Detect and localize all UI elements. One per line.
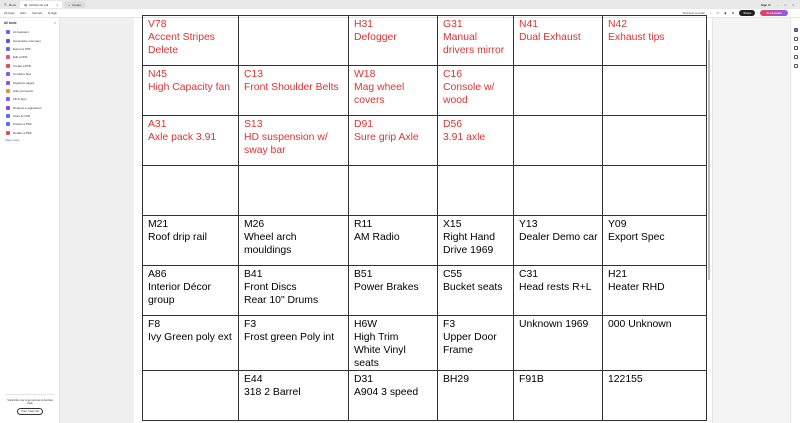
- file-icon: ▤: [24, 2, 28, 7]
- sidebar-item-label: Combine files: [13, 72, 32, 77]
- cell-line: N41: [519, 19, 539, 30]
- cell-line: Frost green Poly int: [244, 332, 335, 343]
- subscribe-promo: [5, 394, 55, 415]
- print-icon[interactable]: ▭: [716, 11, 720, 15]
- cell-line: N45: [148, 69, 168, 80]
- sidebar-item-label: Create a PDF: [13, 63, 32, 68]
- comment-icon[interactable]: [794, 28, 798, 32]
- cell-line: Sure grip Axle: [354, 132, 419, 143]
- cell-line: covers: [354, 95, 385, 106]
- table-cell: [438, 16, 514, 66]
- cell-line: F8: [148, 319, 161, 330]
- tool-icon: [6, 106, 10, 110]
- cell-line: B41: [244, 269, 263, 280]
- settings-icon[interactable]: ⚙: [731, 11, 735, 15]
- cell-line: mouldings: [244, 245, 292, 256]
- table-row: [143, 66, 707, 116]
- cell-line: Right Hand: [443, 232, 495, 243]
- sidebar-item[interactable]: [0, 53, 59, 61]
- sidebar-item[interactable]: [0, 112, 59, 120]
- maximize-icon[interactable]: □: [784, 2, 787, 7]
- table-cell: [349, 116, 438, 166]
- sidebar-item[interactable]: [0, 45, 59, 53]
- table-cell: [438, 371, 514, 421]
- cell-line: Heater RHD: [608, 282, 665, 293]
- cell-line: White Vinyl seats: [354, 345, 406, 369]
- table-cell: [514, 166, 603, 216]
- table-cell: [143, 371, 239, 421]
- cell-line: C31: [519, 269, 539, 280]
- cell-line: A86: [148, 269, 167, 280]
- table-cell: [143, 266, 239, 316]
- cell-line: Unknown 1969: [519, 319, 589, 330]
- table-cell: [143, 66, 239, 116]
- cell-line: sway bar: [244, 145, 286, 156]
- cell-line: 122155: [608, 374, 643, 385]
- table-cell: [143, 216, 239, 266]
- table-cell: [239, 116, 349, 166]
- cell-line: Drive 1969: [443, 245, 494, 256]
- table-cell: [603, 166, 707, 216]
- cell-line: Ivy Green poly ext: [148, 332, 232, 343]
- ai-icon[interactable]: [794, 37, 798, 41]
- sidebar-item-label: Redact a PDF: [13, 130, 32, 135]
- cell-line: 000 Unknown: [608, 319, 672, 330]
- table-cell: [438, 166, 514, 216]
- cell-line: Wheel arch: [244, 232, 297, 243]
- table-cell: [239, 316, 349, 371]
- cell-line: B51: [354, 269, 373, 280]
- table-cell: [438, 66, 514, 116]
- menu-all-tools[interactable]: All tools: [4, 11, 15, 15]
- cell-line: Exhaust tips: [608, 32, 665, 43]
- table-cell: [239, 16, 349, 66]
- sidebar-item[interactable]: [0, 36, 59, 44]
- sidebar-title: All tools: [4, 21, 17, 25]
- cell-line: BH29: [443, 374, 469, 385]
- table-cell: [514, 66, 603, 116]
- cell-line: W18: [354, 69, 376, 80]
- table-cell: [239, 166, 349, 216]
- cell-line: Interior Décor: [148, 282, 211, 293]
- cell-line: F3: [244, 319, 257, 330]
- sidebar-item[interactable]: [0, 104, 59, 112]
- cell-line: 3.91 axle: [443, 132, 486, 143]
- cell-line: M21: [148, 219, 169, 230]
- close-tab-icon[interactable]: ×: [56, 2, 59, 7]
- sidebar-item[interactable]: [0, 120, 59, 128]
- cell-line: C16: [443, 69, 463, 80]
- cell-line: Dual Exhaust: [519, 32, 581, 43]
- promo-text: Subscribe now to get access to Acrobat tools: [7, 399, 53, 405]
- table-cell: [349, 166, 438, 216]
- cell-line: Y09: [608, 219, 627, 230]
- table-cell: [514, 16, 603, 66]
- scrollbar[interactable]: [708, 40, 710, 280]
- cell-line: C55: [443, 269, 463, 280]
- sidebar-item-label: AI Assistant: [13, 30, 29, 35]
- sidebar-item-label: Request e-signatures: [13, 105, 42, 110]
- table-row: [143, 316, 707, 371]
- sidebar-item-label: Organize pages: [13, 80, 35, 85]
- sidebar-item-label: Scan & OCR: [13, 114, 31, 119]
- cell-line: D91: [354, 119, 374, 130]
- plus-icon: +: [68, 2, 70, 7]
- bookmark-icon[interactable]: ◆: [724, 11, 727, 15]
- table-cell: [349, 266, 438, 316]
- share-button[interactable]: Share: [739, 10, 755, 16]
- table-cell: [239, 216, 349, 266]
- sidebar-item[interactable]: [0, 28, 59, 36]
- copy-icon[interactable]: [794, 55, 798, 59]
- edit-icon[interactable]: [794, 46, 798, 50]
- table-cell: [603, 16, 707, 66]
- table-cell: [438, 266, 514, 316]
- cell-line: Bucket seats: [443, 282, 503, 293]
- menu-button[interactable]: ☰ Menu: [4, 2, 17, 7]
- tool-icon: [6, 114, 10, 118]
- table-cell: [239, 371, 349, 421]
- cell-line: Manual: [443, 32, 478, 43]
- table-row: [143, 166, 707, 216]
- sign-in-link[interactable]: Sign In: [760, 2, 771, 7]
- table-cell: [603, 66, 707, 116]
- sidebar-item-label: Add comments: [13, 88, 34, 93]
- tool-icon: [6, 122, 10, 126]
- cell-line: S13: [244, 119, 263, 130]
- cell-line: F3: [443, 319, 456, 330]
- find-input[interactable]: Find text or tools: [682, 11, 705, 15]
- cell-line: F91B: [519, 374, 544, 385]
- table-cell: [514, 266, 603, 316]
- menu-edit[interactable]: Edit: [20, 11, 26, 15]
- cell-line: Power Brakes: [354, 282, 419, 293]
- sidebar-item-label: Protect a PDF: [13, 122, 32, 127]
- view-more-link[interactable]: View more: [5, 138, 20, 143]
- table-cell: [603, 316, 707, 371]
- browser-tab-bar: [0, 0, 800, 9]
- table-row: [143, 16, 707, 66]
- close-sidebar-icon[interactable]: ×: [54, 21, 56, 25]
- cell-line: Defogger: [354, 32, 397, 43]
- cell-line: Front Discs: [244, 282, 297, 293]
- tab-active-document[interactable]: ▤ Vehicle list.pdf ×: [20, 1, 62, 8]
- cell-line: H21: [608, 269, 628, 280]
- table-cell: [239, 66, 349, 116]
- cell-line: wood: [443, 95, 468, 106]
- table-cell: [349, 316, 438, 371]
- cell-line: Head rests R+L: [519, 282, 592, 293]
- tool-icon: [6, 55, 10, 59]
- table-row: [143, 266, 707, 316]
- sidebar-item[interactable]: [0, 95, 59, 103]
- tool-icon: [6, 89, 10, 93]
- cell-line: 318 2 Barrel: [244, 387, 301, 398]
- cell-line: HD suspension w/: [244, 132, 328, 143]
- cell-line: Y13: [519, 219, 538, 230]
- sidebar-item-label: Edit a PDF: [13, 55, 28, 60]
- tool-icon: [6, 30, 10, 34]
- cell-line: High Capacity fan: [148, 82, 231, 93]
- table-cell: [603, 266, 707, 316]
- pages-icon[interactable]: [794, 64, 798, 68]
- search-icon[interactable]: ⌕: [709, 11, 712, 15]
- sidebar-item[interactable]: [0, 87, 59, 95]
- free-trial-button[interactable]: Free 7-day trial: [17, 408, 42, 415]
- table-row: [143, 216, 707, 266]
- ai-assistant-button[interactable]: AI Assistant: [760, 10, 788, 16]
- cell-line: Mag wheel: [354, 82, 405, 93]
- pdf-page: [134, 18, 712, 423]
- sidebar-item-label: Export a PDF: [13, 46, 32, 51]
- cell-line: V78: [148, 19, 167, 30]
- cell-line: R11: [354, 219, 373, 230]
- table-cell: [143, 116, 239, 166]
- table-cell: [438, 116, 514, 166]
- table-cell: [438, 316, 514, 371]
- table-cell: [349, 16, 438, 66]
- cell-line: G31: [443, 19, 463, 30]
- menu-esign[interactable]: E-Sign: [48, 11, 58, 15]
- table-cell: [239, 266, 349, 316]
- cell-line: AM Radio: [354, 232, 400, 243]
- table-cell: [143, 316, 239, 371]
- cell-line: Console w/: [443, 82, 495, 93]
- sidebar-item[interactable]: [0, 78, 59, 86]
- cell-line: Axle pack 3.91: [148, 132, 217, 143]
- cell-line: Front Shoulder Belts: [244, 82, 339, 93]
- sidebar-item-label: Generative summary: [13, 38, 41, 43]
- table-cell: [349, 66, 438, 116]
- table-cell: [143, 166, 239, 216]
- right-tool-strip: [790, 18, 800, 423]
- cell-line: N42: [608, 19, 628, 30]
- minimize-icon[interactable]: –: [776, 2, 779, 7]
- cell-line: Delete: [148, 45, 179, 56]
- menu-convert[interactable]: Convert: [31, 11, 43, 15]
- cell-line: X15: [443, 219, 462, 230]
- table-cell: [514, 116, 603, 166]
- cell-line: H31: [354, 19, 374, 30]
- cell-line: High Trim: [354, 332, 399, 343]
- options-table: [142, 15, 707, 421]
- table-cell: [349, 216, 438, 266]
- cell-line: Roof drip rail: [148, 232, 207, 243]
- tool-icon: [6, 39, 10, 43]
- table-cell: [349, 371, 438, 421]
- cell-line: D31: [354, 374, 374, 385]
- cell-line: E44: [244, 374, 263, 385]
- tool-icon: [6, 81, 10, 85]
- table-cell: [603, 371, 707, 421]
- cell-line: C13: [244, 69, 264, 80]
- table-cell: [514, 316, 603, 371]
- tab-create[interactable]: + Create: [64, 1, 85, 8]
- cell-line: drivers mirror: [443, 45, 505, 56]
- cell-line: Accent Stripes: [148, 32, 215, 43]
- table-row: [143, 371, 707, 421]
- table-cell: [514, 216, 603, 266]
- table-cell: [514, 371, 603, 421]
- cell-line: Frame: [443, 345, 474, 356]
- tool-icon: [6, 97, 10, 101]
- cell-line: Rear 10" Drums: [244, 295, 319, 306]
- tools-sidebar: [0, 18, 60, 423]
- tool-icon: [6, 131, 10, 135]
- cell-line: A31: [148, 119, 167, 130]
- tool-icon: [6, 64, 10, 68]
- sidebar-item[interactable]: [0, 129, 59, 137]
- cell-line: group: [148, 295, 175, 306]
- table-row: [143, 116, 707, 166]
- cell-line: Dealer Demo car: [519, 232, 598, 243]
- cell-line: Export Spec: [608, 232, 665, 243]
- sidebar-item-label: Fill & Sign: [13, 97, 27, 102]
- cell-line: H6W: [354, 319, 378, 330]
- tool-icon: [6, 47, 10, 51]
- cell-line: A904 3 speed: [354, 387, 419, 398]
- tool-icon: [6, 72, 10, 76]
- sidebar-item[interactable]: [0, 62, 59, 70]
- table-cell: [603, 216, 707, 266]
- cell-line: Upper Door: [443, 332, 497, 343]
- table-cell: [438, 216, 514, 266]
- table-cell: [603, 116, 707, 166]
- table-cell: [143, 16, 239, 66]
- right-panel: [712, 18, 790, 423]
- cell-line: M26: [244, 219, 265, 230]
- sidebar-item[interactable]: [0, 70, 59, 78]
- menu-icon: ☰: [4, 2, 7, 7]
- close-window-icon[interactable]: ×: [792, 2, 794, 7]
- cell-line: D56: [443, 119, 463, 130]
